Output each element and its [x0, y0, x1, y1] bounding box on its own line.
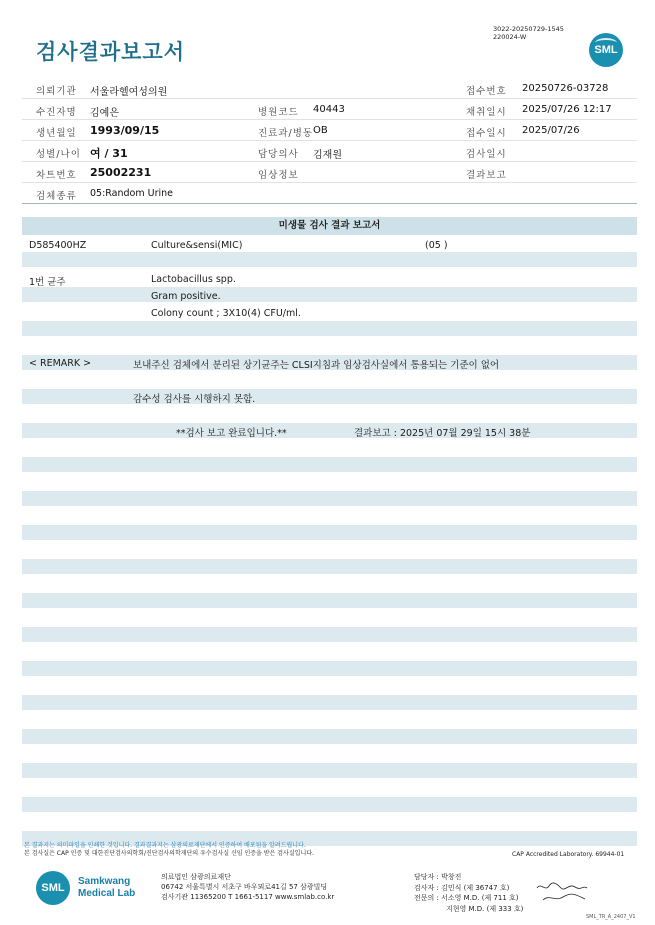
band	[22, 559, 637, 574]
sml-logo-icon	[589, 33, 623, 67]
department-value: OB	[313, 125, 328, 136]
document-id	[493, 25, 564, 41]
footer-notice-1: 본 결과지는 의미파일을 인쇄한 것입니다. 결과결과지는 삼광의료재단에서 인증하여 배포됨을 알려드립니다.	[24, 842, 306, 849]
info-row-6	[22, 183, 637, 204]
band	[22, 627, 637, 642]
ward-code-value: 40443	[313, 104, 345, 115]
band	[22, 695, 637, 710]
gram-stain: Gram positive.	[151, 291, 221, 302]
band	[22, 763, 637, 778]
staff-line-1: 담당자 : 박창진	[414, 873, 462, 881]
chart-no-label: 차트번호	[36, 170, 77, 181]
info-row-5	[22, 162, 637, 183]
logo-text: SML	[594, 44, 618, 56]
staff-line-2: 검사자 : 김민식 (제 36747 호)	[414, 883, 510, 892]
name-value: 김예은	[90, 108, 119, 119]
sml-footer-logo-icon	[36, 871, 70, 905]
logo-swoosh	[595, 38, 617, 48]
report-complete-text: **검사 보고 완료입니다.**	[176, 428, 287, 439]
doctor-label: 담당의사	[258, 149, 299, 160]
form-id: SML_TR_A_2407_V1	[586, 914, 636, 920]
band	[22, 252, 637, 267]
band	[22, 491, 637, 506]
band	[22, 321, 637, 336]
sex-age-value: 여 / 31	[90, 147, 128, 160]
institution-label: 의뢰기관	[36, 86, 77, 97]
doctor-value: 김재원	[313, 150, 342, 161]
ward-code-label: 병원코드	[258, 107, 299, 118]
collection-date-label: 채취일시	[466, 107, 507, 118]
band	[22, 729, 637, 744]
info-row-1	[22, 78, 637, 99]
remark-line-2: 감수성 검사를 시행하지 못함.	[133, 394, 256, 405]
institution-value: 서울라헬여성의원	[90, 87, 168, 98]
band	[22, 797, 637, 812]
info-row-2	[22, 99, 637, 120]
test-suffix: (05 )	[425, 240, 448, 251]
test-code: D585400HZ	[29, 240, 87, 251]
collection-date-value: 2025/07/26 12:17	[522, 104, 612, 115]
cap-accreditation: CAP Accredited Laboratory. 69944-01	[512, 851, 625, 858]
organism-name: Lactobacillus spp.	[151, 274, 236, 285]
band	[22, 423, 637, 438]
lab-address-block	[161, 872, 334, 902]
specimen-value: 05:Random Urine	[90, 188, 174, 199]
lab-contact: 검사기관 11365200 T 1661-5117 www.smlab.co.kr	[161, 893, 335, 901]
staff-line-3: 전문의 : 서소영 M.D. (제 711 호)	[414, 894, 519, 902]
received-date-value: 2025/07/26	[522, 125, 580, 136]
band	[22, 287, 637, 302]
accession-value: 20250726-03728	[522, 83, 609, 94]
report-time: 결과보고 : 2025년 07월 29일 15시 38분	[354, 428, 531, 439]
department-label: 진료과/병동	[258, 128, 314, 139]
remark-line-1: 보내주신 검체에서 분리된 상기균주는 CLSI지침과 임상검사실에서 통용되는 기준이 없어	[133, 360, 500, 371]
test-date-label: 검사일시	[466, 149, 507, 160]
lab-address: 06742 서울특별시 서초구 바우뫼로41길 57 삼광빌딩	[161, 883, 328, 891]
result-report-label: 결과보고	[466, 170, 507, 181]
dob-value: 1993/09/15	[90, 124, 160, 137]
chart-no-value: 25002231	[90, 166, 152, 179]
footer-logo-text: SML	[41, 882, 65, 894]
lab-name	[78, 876, 135, 900]
footer-notice-2: 본 검사실은 CAP 인증 및 대한진단검사의학회/진단검사의학재단의 우수검사실 신임 인증을 받은 검사실입니다.	[24, 850, 314, 857]
clinical-info-label: 임상정보	[258, 170, 299, 181]
accession-label: 접수번호	[466, 86, 507, 97]
band	[22, 457, 637, 472]
strain-label: 1번 균주	[29, 277, 66, 288]
signature-image	[535, 880, 590, 904]
test-name: Culture&sensi(MIC)	[151, 240, 243, 251]
band	[22, 525, 637, 540]
band	[22, 389, 637, 404]
report-title: 검사결과보고서	[36, 40, 186, 64]
specimen-label: 검체종류	[36, 191, 77, 202]
sex-age-label: 성별/나이	[36, 149, 81, 160]
band	[22, 661, 637, 676]
section-title: 미생물 검사 결과 보고서	[22, 217, 637, 235]
dob-label: 생년월일	[36, 128, 77, 139]
document-id-line2: 220024-W	[493, 33, 527, 41]
lab-name-line2: Medical Lab	[78, 888, 136, 899]
band	[22, 593, 637, 608]
info-row-4	[22, 141, 637, 162]
staff-line-4: 지현영 M.D. (제 333 호)	[446, 904, 524, 913]
staff-block	[414, 872, 523, 914]
remark-label: < REMARK >	[29, 358, 92, 369]
info-row-3	[22, 120, 637, 141]
name-label: 수진자명	[36, 107, 77, 118]
lab-name-line1: Samkwang	[78, 876, 131, 887]
received-date-label: 접수일시	[466, 128, 507, 139]
colony-count: Colony count ; 3X10(4) CFU/ml.	[151, 308, 301, 319]
document-id-line1: 3022-20250729-1545	[493, 25, 564, 33]
foundation-name: 의료법인 삼광의료재단	[161, 873, 231, 881]
